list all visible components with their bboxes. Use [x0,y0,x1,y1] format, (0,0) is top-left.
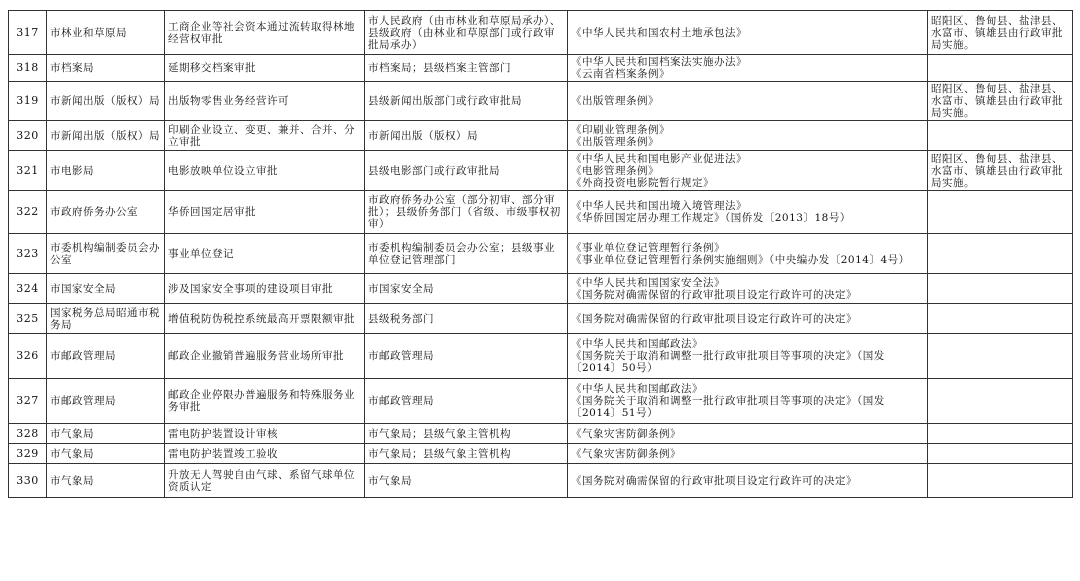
table-row [9,121,1073,151]
implementing-authority-cell: 市气象局 [365,464,568,498]
table-row [9,191,1073,234]
implementing-authority-cell: 市人民政府（由市林业和草原局承办）、县级政府（由林业和草原部门或行政审批局承办） [365,11,568,55]
item-name-cell: 升放无人驾驶自由气球、系留气球单位资质认定 [165,464,365,498]
remarks-cell [928,424,1073,444]
implementing-authority-cell: 市档案局；县级档案主管部门 [365,55,568,82]
item-name-cell: 事业单位登记 [165,234,365,274]
row-number: 326 [9,334,47,379]
remarks-cell: 昭阳区、鲁甸县、盐津县、水富市、镇雄县由行政审批局实施。 [928,151,1073,191]
remarks-cell [928,444,1073,464]
implementing-authority-cell: 市国家安全局 [365,274,568,304]
department-cell: 市新闻出版（版权）局 [47,82,165,121]
item-name-cell: 涉及国家安全事项的建设项目审批 [165,274,365,304]
department-cell: 市新闻出版（版权）局 [47,121,165,151]
department-cell: 国家税务总局昭通市税务局 [47,304,165,334]
legal-basis-cell: 《中华人民共和国出境入境管理法》 《华侨回国定居办理工作规定》（国侨发〔2013〕18号） [568,191,928,234]
row-number: 322 [9,191,47,234]
row-number: 325 [9,304,47,334]
item-name-cell: 出版物零售业务经营许可 [165,82,365,121]
implementing-authority-cell: 县级税务部门 [365,304,568,334]
item-name-cell: 邮政企业停限办普遍服务和特殊服务业务审批 [165,379,365,424]
remarks-cell: 昭阳区、鲁甸县、盐津县、水富市、镇雄县由行政审批局实施。 [928,11,1073,55]
row-number: 330 [9,464,47,498]
row-number: 323 [9,234,47,274]
implementing-authority-cell: 市气象局；县级气象主管机构 [365,424,568,444]
table-row [9,11,1073,55]
department-cell: 市国家安全局 [47,274,165,304]
implementing-authority-cell: 市新闻出版（版权）局 [365,121,568,151]
remarks-cell [928,191,1073,234]
row-number: 324 [9,274,47,304]
department-cell: 市气象局 [47,464,165,498]
item-name-cell: 雷电防护装置竣工验收 [165,444,365,464]
implementing-authority-cell: 市邮政管理局 [365,334,568,379]
table-row [9,379,1073,424]
table-row [9,55,1073,82]
department-cell: 市气象局 [47,444,165,464]
legal-basis-cell: 《事业单位登记管理暂行条例》 《事业单位登记管理暂行条例实施细则》（中央编办发〔2014〕4号） [568,234,928,274]
item-name-cell: 邮政企业撤销普遍服务营业场所审批 [165,334,365,379]
remarks-cell [928,274,1073,304]
implementing-authority-cell: 市气象局；县级气象主管机构 [365,444,568,464]
legal-basis-cell: 《中华人民共和国农村土地承包法》 [568,11,928,55]
item-name-cell: 华侨回国定居审批 [165,191,365,234]
row-number: 318 [9,55,47,82]
legal-basis-cell: 《国务院对确需保留的行政审批项目设定行政许可的决定》 [568,464,928,498]
legal-basis-cell: 《气象灾害防御条例》 [568,424,928,444]
table-row [9,234,1073,274]
table-row [9,82,1073,121]
department-cell: 市档案局 [47,55,165,82]
remarks-cell [928,464,1073,498]
table-row [9,151,1073,191]
row-number: 321 [9,151,47,191]
row-number: 317 [9,11,47,55]
legal-basis-cell: 《中华人民共和国电影产业促进法》 《电影管理条例》 《外商投资电影院暂行规定》 [568,151,928,191]
implementing-authority-cell: 市政府侨务办公室（部分初审、部分审批）；县级侨务部门（省级、市级事权初审） [365,191,568,234]
remarks-cell [928,304,1073,334]
remarks-cell [928,379,1073,424]
legal-basis-cell: 《中华人民共和国国家安全法》 《国务院对确需保留的行政审批项目设定行政许可的决定》 [568,274,928,304]
item-name-cell: 延期移交档案审批 [165,55,365,82]
item-name-cell: 工商企业等社会资本通过流转取得林地经营权审批 [165,11,365,55]
approval-items-table [8,10,1073,498]
legal-basis-cell: 《气象灾害防御条例》 [568,444,928,464]
department-cell: 市林业和草原局 [47,11,165,55]
implementing-authority-cell: 县级电影部门或行政审批局 [365,151,568,191]
row-number: 319 [9,82,47,121]
implementing-authority-cell: 市委机构编制委员会办公室；县级事业单位登记管理部门 [365,234,568,274]
department-cell: 市邮政管理局 [47,379,165,424]
department-cell: 市邮政管理局 [47,334,165,379]
table-row [9,334,1073,379]
item-name-cell: 电影放映单位设立审批 [165,151,365,191]
table-row [9,444,1073,464]
department-cell: 市委机构编制委员会办公室 [47,234,165,274]
legal-basis-cell: 《出版管理条例》 [568,82,928,121]
item-name-cell: 增值税防伪税控系统最高开票限额审批 [165,304,365,334]
remarks-cell: 昭阳区、鲁甸县、盐津县、水富市、镇雄县由行政审批局实施。 [928,82,1073,121]
item-name-cell: 印刷企业设立、变更、兼并、合并、分立审批 [165,121,365,151]
remarks-cell [928,234,1073,274]
row-number: 327 [9,379,47,424]
department-cell: 市政府侨务办公室 [47,191,165,234]
item-name-cell: 雷电防护装置设计审核 [165,424,365,444]
table-row [9,424,1073,444]
department-cell: 市气象局 [47,424,165,444]
legal-basis-cell: 《印刷业管理条例》 《出版管理条例》 [568,121,928,151]
legal-basis-cell: 《中华人民共和国邮政法》 《国务院关于取消和调整一批行政审批项目等事项的决定》（国发〔2014〕50号） [568,334,928,379]
table-row [9,304,1073,334]
implementing-authority-cell: 市邮政管理局 [365,379,568,424]
legal-basis-cell: 《中华人民共和国档案法实施办法》 《云南省档案条例》 [568,55,928,82]
row-number: 328 [9,424,47,444]
remarks-cell [928,55,1073,82]
row-number: 320 [9,121,47,151]
remarks-cell [928,334,1073,379]
table-row [9,274,1073,304]
remarks-cell [928,121,1073,151]
legal-basis-cell: 《国务院对确需保留的行政审批项目设定行政许可的决定》 [568,304,928,334]
table-row [9,464,1073,498]
department-cell: 市电影局 [47,151,165,191]
row-number: 329 [9,444,47,464]
legal-basis-cell: 《中华人民共和国邮政法》 《国务院关于取消和调整一批行政审批项目等事项的决定》（国发〔2014〕51号） [568,379,928,424]
implementing-authority-cell: 县级新闻出版部门或行政审批局 [365,82,568,121]
